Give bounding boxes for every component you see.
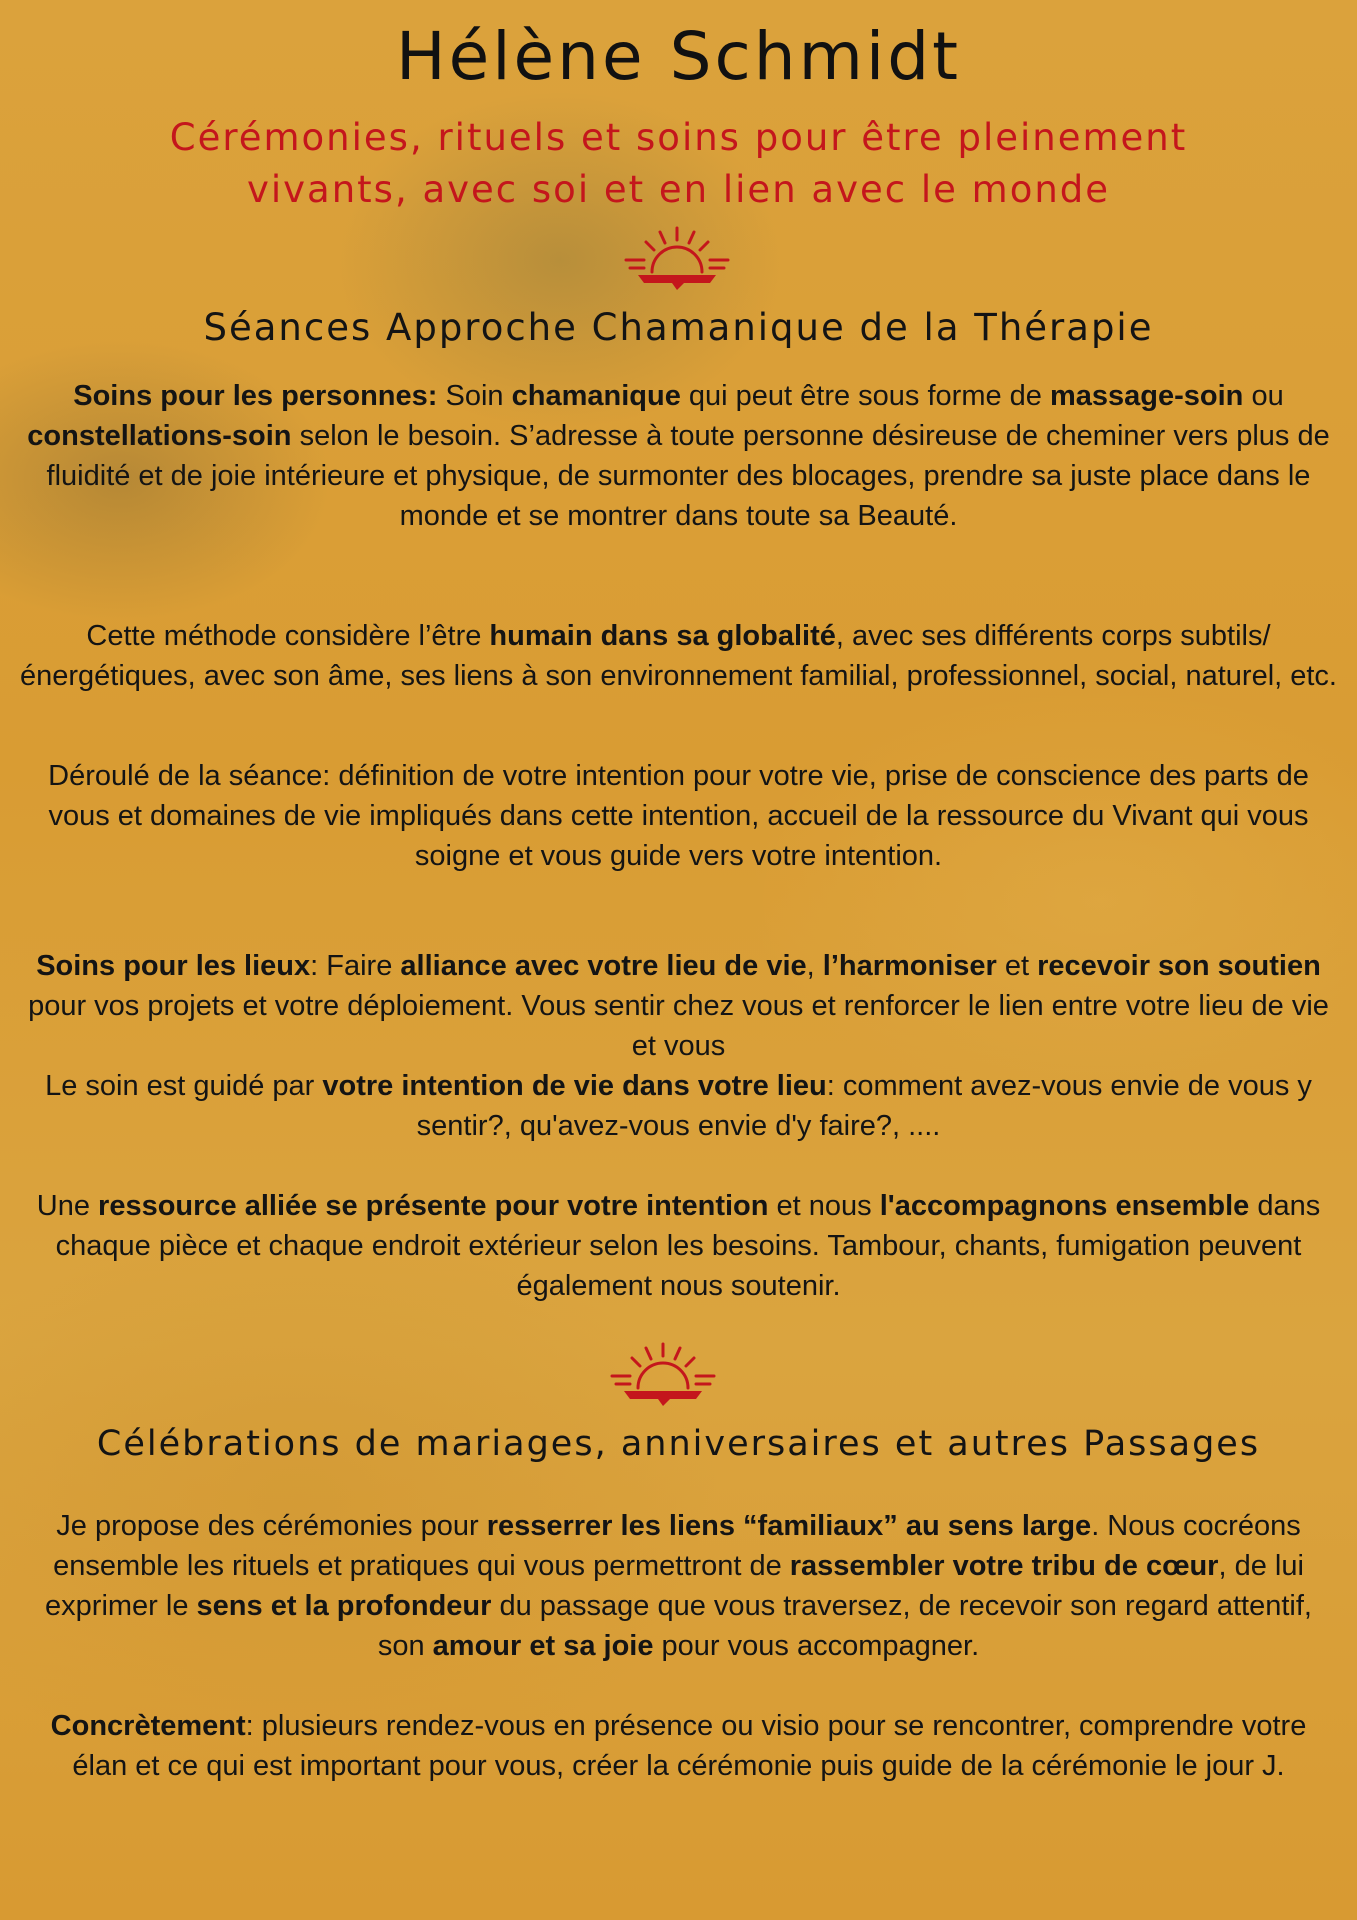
paragraph-deroule: Déroulé de la séance: définition de votre intention pour votre vie, prise de conscience des parts de vous et domaines de vie impliqués dans cette intention, accueil de la ressource du Vivant qui vous soigne et vous guide vers votre intention.	[48, 760, 1309, 872]
paragraph-ressource: Une ressource alliée se présente pour votre intention et nous l'accompagnons ensemble dans chaque pièce et chaque endroit extérieur selon les besoins. Tambour, chants, fumigation peuvent également nous soutenir.	[36, 1190, 1321, 1302]
sun-icon	[608, 1338, 718, 1408]
page-subtitle	[120, 112, 1237, 216]
section-title-celebrations: Célébrations de mariages, anniversaires et autres Passages	[96, 1424, 1261, 1464]
paragraph-soins-personnes: Soins pour les personnes: Soin chamanique qui peut être sous forme de massage-soin ou constellations-soin selon le besoin. S’adresse à toute personne désireuse de cheminer vers plus de fluidité et de joie intérieure et physique, de surmonter des blocages, prendre sa juste place dans le monde et se montrer dans toute sa Beauté.	[27, 380, 1330, 532]
page-title: Hélène Schmidt	[395, 18, 961, 95]
paragraph-soin-guide: Le soin est guidé par votre intention de vie dans votre lieu: comment avez-vous envie de vous y sentir?, qu'avez-vous envie d'y faire?, ....	[45, 1070, 1312, 1142]
subtitle-line-2: vivants, avec soi et en lien avec le monde	[246, 168, 1111, 211]
sun-icon	[622, 222, 732, 292]
paragraph-concretement: Concrètement: plusieurs rendez-vous en présence ou visio pour se rencontrer, comprendre votre élan et ce qui est important pour vous, créer la cérémonie puis guide de la cérémonie le jour J.	[50, 1710, 1307, 1782]
subtitle-line-1: Cérémonies, rituels et soins pour être pleinement	[169, 116, 1188, 159]
paragraph-ceremonies: Je propose des cérémonies pour resserrer les liens “familiaux” au sens large. Nous cocréons ensemble les rituels et pratiques qui vous permettront de rassembler votre tribu de cœur, de lui exprimer le sens et la profondeur du passage que vous traversez, de recevoir son regard attentif, son amour et sa joie pour vous accompagner.	[45, 1510, 1312, 1662]
paragraph-soins-lieux: Soins pour les lieux: Faire alliance avec votre lieu de vie, l’harmoniser et recevoir son soutien pour vos projets et votre déploiement. Vous sentir chez vous et renforcer le lien entre votre lieu de vie et vous	[28, 950, 1329, 1062]
paragraph-methode: Cette méthode considère l’être humain dans sa globalité, avec ses différents corps subtils/énergétiques, avec son âme, ses liens à son environnement familial, professionnel, social, naturel, etc.	[20, 620, 1337, 692]
section-title-seances: Séances Approche Chamanique de la Thérapie	[203, 306, 1154, 349]
